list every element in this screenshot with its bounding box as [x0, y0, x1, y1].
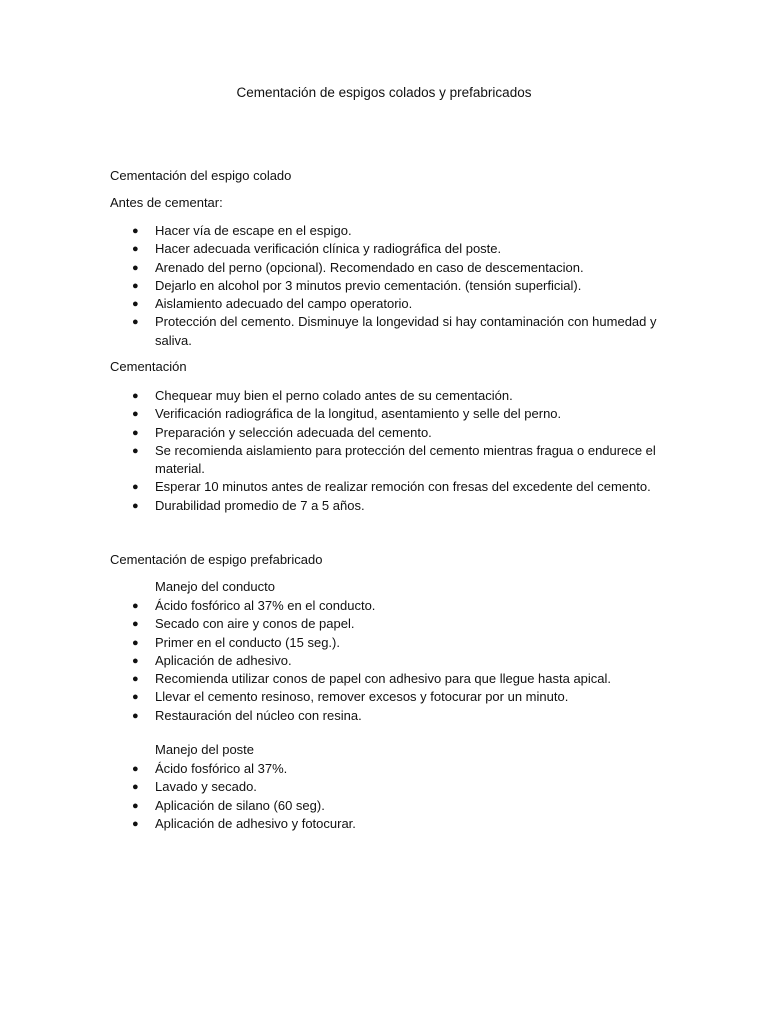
list-item-text: Chequear muy bien el perno colado antes de su cementación. [155, 388, 513, 403]
list-item-text: Aislamiento adecuado del campo operatorio. [155, 296, 413, 312]
bullet-icon: ● [132, 636, 139, 649]
list-item-text: Primer en el conducto (15 seg.). [155, 634, 340, 650]
list-item [110, 760, 670, 778]
list-item-text: Dejarlo en alcohol por 3 minutos previo cementación. (tensión superficial). [155, 277, 582, 293]
bullet-icon: ● [132, 408, 139, 421]
bullet-icon: ● [132, 225, 139, 237]
bullet-icon: ● [132, 243, 139, 256]
list-item-text: Hacer vía de escape en el espigo. [155, 223, 352, 238]
list-item [110, 277, 670, 295]
list-item-text: Aplicación de adhesivo y fotocurar. [155, 815, 356, 831]
list-item [110, 405, 670, 423]
list-item [110, 424, 670, 442]
list-item-text: Esperar 10 minutos antes de realizar remoción con fresas del excedente del cemento. [155, 479, 651, 495]
list-item-text: Verificación radiográfica de la longitud, asentamiento y selle del perno. [155, 406, 562, 422]
bullet-icon: ● [132, 444, 139, 457]
list-item-text: Secado con aire y conos de papel. [155, 616, 355, 632]
list-item-text: Recomienda utilizar conos de papel con adhesivo para que llegue hasta apical. [155, 671, 612, 687]
list-item-text: Preparación y selección adecuada del cemento. [155, 424, 432, 440]
list-item [110, 688, 670, 706]
list-item-text: Llevar el cemento resinoso, remover excesos y fotocurar por un minuto. [155, 689, 569, 705]
list-item [110, 295, 670, 313]
list-item [110, 615, 670, 633]
list-item-text: Lavado y secado. [155, 779, 257, 795]
bullet-icon: ● [132, 673, 139, 686]
bullet-icon: ● [132, 600, 139, 612]
bullet-icon: ● [132, 390, 139, 402]
list-item [110, 259, 670, 277]
list-item [110, 707, 670, 725]
list-item [110, 670, 670, 688]
list-conduit-handling [110, 597, 670, 725]
list-item [110, 652, 670, 670]
list-item [110, 597, 670, 615]
section-heading-cast-post: Cementación del espigo colado [110, 168, 292, 183]
bullet-icon: ● [132, 316, 139, 329]
bullet-icon: ● [132, 298, 139, 311]
list-item [110, 240, 670, 258]
list-item [110, 497, 670, 515]
list-item [110, 442, 670, 479]
bullet-icon: ● [132, 709, 139, 722]
list-item-text: Arenado del perno (opcional). Recomendado en caso de descementacion. [155, 259, 584, 275]
list-item [110, 797, 670, 815]
list-item-text: Se recomienda aislamiento para protección del cemento mientras fragua o endurece el material. [155, 442, 656, 477]
list-item-text: Durabilidad promedio de 7 a 5 años. [155, 497, 365, 513]
bullet-icon: ● [132, 426, 139, 439]
bullet-icon: ● [132, 763, 139, 775]
subheading-before-cementing: Antes de cementar: [110, 195, 223, 210]
bullet-icon: ● [132, 817, 139, 830]
list-cementation [110, 387, 670, 515]
bullet-icon: ● [132, 691, 139, 704]
list-item-text: Aplicación de silano (60 seg). [155, 797, 325, 813]
bullet-icon: ● [132, 618, 139, 631]
list-item-text: Hacer adecuada verificación clínica y radiográfica del poste. [155, 241, 502, 257]
list-item [110, 387, 670, 405]
list-item [110, 634, 670, 652]
list-item-text: Restauración del núcleo con resina. [155, 707, 362, 723]
bullet-icon: ● [132, 654, 139, 667]
list-item-text: Protección del cemento. Disminuye la longevidad si hay contaminación con humedad y saliva. [155, 314, 657, 348]
bullet-icon: ● [132, 261, 139, 274]
bullet-icon: ● [132, 279, 139, 292]
bullet-icon: ● [132, 799, 139, 812]
subheading-post-handling: Manejo del poste [155, 742, 255, 757]
list-item [110, 222, 670, 240]
list-item-text: Aplicación de adhesivo. [155, 652, 292, 668]
list-post-handling [110, 760, 670, 833]
list-item [110, 778, 670, 796]
bullet-icon: ● [132, 781, 139, 794]
list-item [110, 478, 670, 496]
list-item-text: Ácido fosfórico al 37% en el conducto. [155, 598, 376, 613]
list-item-text: Ácido fosfórico al 37%. [155, 761, 288, 776]
list-item [110, 313, 670, 350]
bullet-icon: ● [132, 481, 139, 494]
list-before-cementing [110, 222, 670, 350]
subheading-conduit-handling: Manejo del conducto [155, 579, 275, 594]
bullet-icon: ● [132, 499, 139, 512]
page-title: Cementación de espigos colados y prefabricados [236, 85, 532, 100]
list-item [110, 815, 670, 833]
section-heading-prefabricated-post: Cementación de espigo prefabricado [110, 552, 323, 567]
subheading-cementation: Cementación [110, 359, 187, 374]
